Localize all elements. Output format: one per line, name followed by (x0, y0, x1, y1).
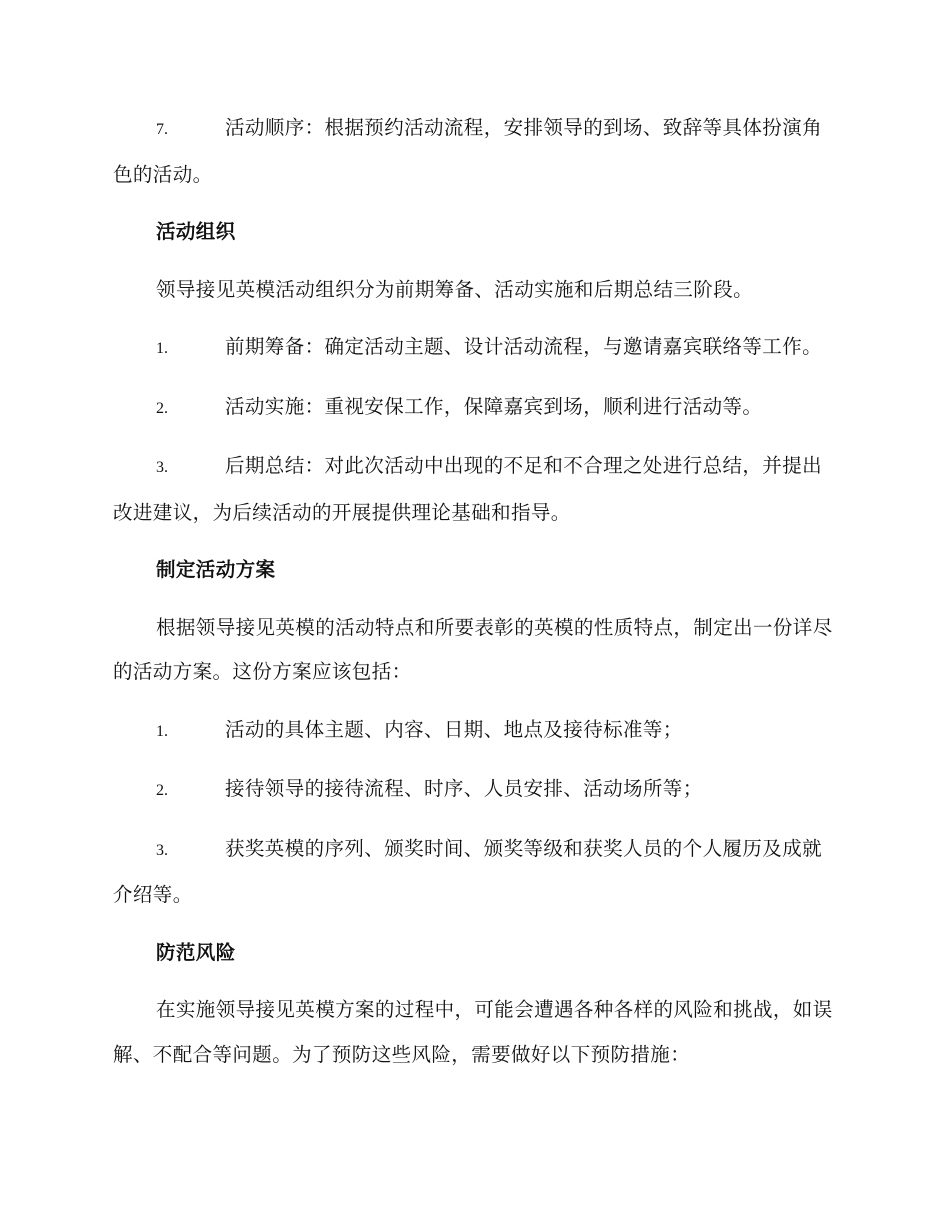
list-number: 2. (156, 399, 168, 417)
list-item (113, 767, 837, 814)
list-text: 接待领导的接待流程、时序、人员安排、活动场所等； (225, 777, 703, 800)
section-heading: 制定活动方案 (156, 558, 276, 581)
paragraph: 在实施领导接见英模方案的过程中，可能会遭遇各种各样的风险和挑战，如误解、不配合等问题。为了预防这些风险，需要做好以下预防措施： (113, 998, 833, 1066)
list-item (113, 106, 837, 197)
list-number: 2. (156, 782, 168, 799)
list-text: 前期筹备：确定活动主题、设计活动流程，与邀请嘉宾联络等工作。 (225, 335, 823, 358)
list-item (113, 708, 837, 755)
list-text: 活动顺序：根据预约活动流程，安排领导的到场、致辞等具体扮演角色的活动。 (113, 116, 823, 186)
section-heading: 活动组织 (156, 220, 236, 243)
paragraph: 根据领导接见英模的活动特点和所要表彰的英模的性质特点，制定出一份详尽的活动方案。这份方案应该包括： (113, 615, 833, 683)
list-item (113, 325, 837, 372)
section-heading: 防范风险 (156, 940, 236, 964)
list-item (113, 827, 837, 918)
list-text: 活动的具体主题、内容、日期、地点及接待标准等； (225, 717, 683, 741)
list-text: 后期总结：对此次活动中出现的不足和不合理之处进行总结，并提出改进建议，为后续活动的开展提供理论基础和指导。 (113, 454, 823, 524)
list-number: 7. (156, 121, 168, 138)
paragraph: 领导接见英模活动组织分为前期筹备、活动实施和后期总结三阶段。 (156, 277, 754, 301)
list-item (113, 385, 837, 432)
list-number: 1. (156, 722, 168, 740)
list-number: 3. (156, 841, 168, 859)
list-item (113, 444, 837, 535)
list-text: 获奖英模的序列、颁奖时间、颁奖等级和获奖人员的个人履历及成就介绍等。 (113, 836, 823, 906)
list-number: 3. (156, 459, 168, 476)
list-number: 1. (156, 340, 168, 357)
document-page (113, 106, 837, 1077)
list-text: 活动实施：重视安保工作，保障嘉宾到场，顺利进行活动等。 (225, 394, 763, 418)
